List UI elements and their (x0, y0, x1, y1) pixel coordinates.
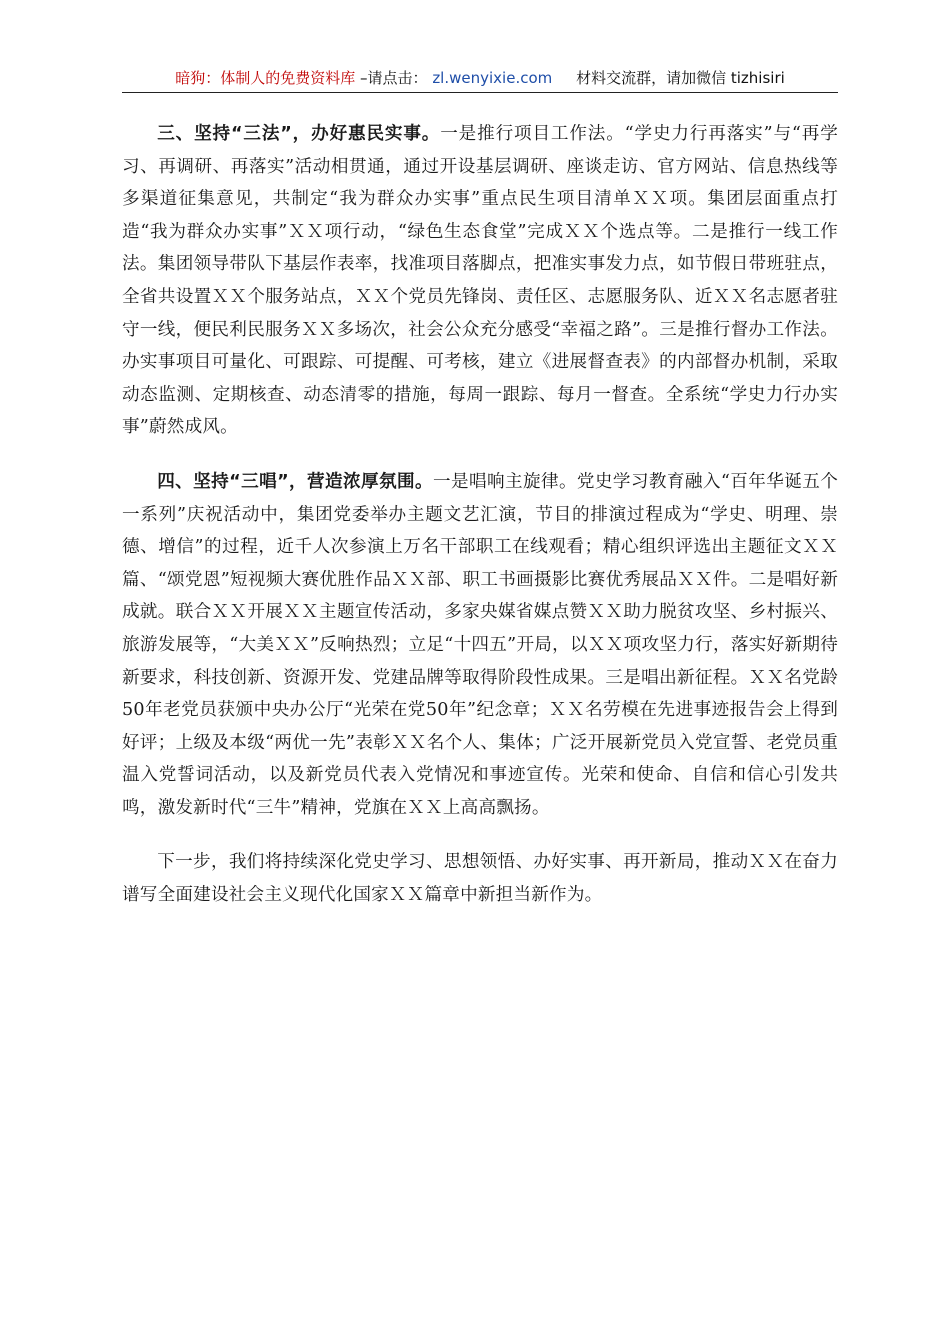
header-link[interactable]: zl.wenyixie.com (432, 69, 553, 87)
section-heading: 三、坚持“三法”，办好惠民实事。 (157, 124, 441, 144)
paragraph-text: 一是推行项目工作法。“学史力行再落实”与“再学习、再调研、再落实”活动相贯通，通过开设基层调研、座谈走访、官方网站、信息热线等多渠道征集意见，共制定“我为群众办实事”重点民生项目清单ＸＸ项。集团层面重点打造“我为群众办实事”ＸＸ项行动，“绿色生态食堂”完成ＸＸ个选点等。二是推行一线工作法。集团领导带队下基层作表率，找准项目落脚点，把准实事发力点，如节假日带班驻点，全省共设置ＸＸ个服务站点，ＸＸ个党员先锋岗、责任区、志愿服务队、近ＸＸ名志愿者驻守一线，便民利民服务ＸＸ多场次，社会公众充分感受“幸福之路”。三是推行督办工作法。办实事项目可量化、可跟踪、可提醒、可考核，建立《进展督查表》的内部督办机制，采取动态监测、定期核查、动态清零的措施，每周一跟踪、每月一督查。全系统“学史力行办实事”蔚然成风。 (122, 124, 838, 438)
header-contact: 材料交流群，请加微信 tizhisiri (576, 69, 785, 87)
paragraph-section-three (122, 118, 838, 444)
paragraph-next-step (122, 846, 838, 911)
document-body (122, 118, 838, 934)
section-heading: 四、坚持“三唱”，营造浓厚氛围。 (157, 471, 433, 492)
paragraph-text: 下一步，我们将持续深化党史学习、思想领悟、办好实事、再开新局，推动ＸＸ在奋力谱写全面建设社会主义现代化国家ＸＸ篇章中新担当新作为。 (122, 852, 838, 906)
header-brand: 暗狗：体制人的免费资料库 (175, 69, 356, 87)
paragraph-text: 一是唱响主旋律。党史学习教育融入“百年华诞五个一系列”庆祝活动中，集团党委举办主题文艺汇演，节目的排演过程成为“学史、明理、崇德、增信”的过程，近千人次参演上万名干部职工在线观看；精心组织评选出主题征文ＸＸ篇、“颂党恩”短视频大赛优胜作品ＸＸ部、职工书画摄影比赛优秀展品ＸＸ件。二是唱好新成就。联合ＸＸ开展ＸＸ主题宣传活动，多家央媒省媒点赞ＸＸ助力脱贫攻坚、乡村振兴、旅游发展等，“大美ＸＸ”反响热烈；立足“十四五”开局，以ＸＸ项攻坚力行，落实好新期待新要求，科技创新、资源开发、党建品牌等取得阶段性成果。三是唱出新征程。ＸＸ名党龄50年老党员获颁中央办公厅“光荣在党50年”纪念章；ＸＸ名劳模在先进事迹报告会上得到好评；上级及本级“两优一先”表彰ＸＸ名个人、集体；广泛开展新党员入党宣誓、老党员重温入党誓词活动，以及新党员代表入党情况和事迹宣传。光荣和使命、自信和信心引发共鸣，激发新时代“三牛”精神，党旗在ＸＸ上高高飘扬。 (122, 471, 839, 818)
header-link-prefix: –请点击： (360, 69, 428, 87)
paragraph-section-four (122, 466, 838, 825)
page-header (122, 66, 838, 93)
